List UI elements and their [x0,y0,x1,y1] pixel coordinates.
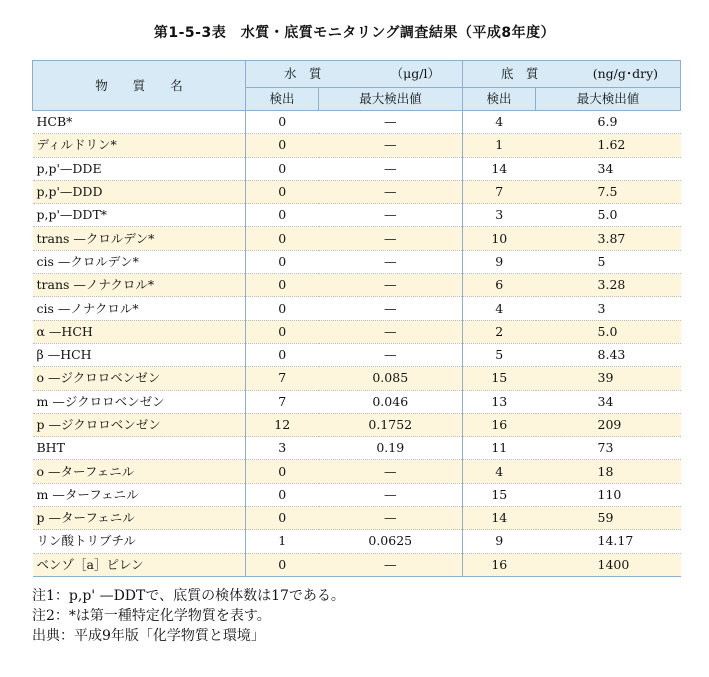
cell-sediment-detected: 4 [463,297,536,320]
table-row [33,274,681,297]
cell-water-max: — [319,111,463,134]
cell-water-detected: 0 [246,274,319,297]
cell-water-max: — [319,227,463,250]
cell-water-detected: 7 [246,367,319,390]
cell-sediment-max: 34 [536,157,681,180]
cell-water-max: 0.19 [319,437,463,460]
header-sediment-unit: (ng/g･dry) [592,66,659,81]
cell-substance: p —ジクロロベンゼン [33,413,246,436]
table-row [33,553,681,576]
table-row [33,134,681,157]
cell-water-max: 0.085 [319,367,463,390]
cell-water-detected: 0 [246,483,319,506]
table-row [33,367,681,390]
cell-sediment-detected: 16 [463,413,536,436]
cell-water-detected: 0 [246,507,319,530]
table-title: 第1-5-3表 水質・底質モニタリング調査結果（平成8年度） [153,25,556,41]
cell-substance: ベンゾ［a］ピレン [33,553,246,576]
cell-water-max: — [319,320,463,343]
table-row [33,507,681,530]
source-note: 出典：平成9年版「化学物質と環境」 [32,628,265,644]
note-2: 注2：*は第一種特定化学物質を表す。 [32,608,271,624]
cell-water-detected: 0 [246,180,319,203]
cell-water-max: — [319,204,463,227]
cell-substance: p,p'—DDE [33,157,246,180]
cell-water-detected: 0 [246,460,319,483]
note-1: 注1：p,p' —DDTで、底質の検体数は17である。 [32,588,345,604]
cell-sediment-max: 59 [536,507,681,530]
cell-sediment-max: 3.87 [536,227,681,250]
cell-substance: p —ターフェニル [33,507,246,530]
cell-sediment-detected: 14 [463,157,536,180]
cell-sediment-detected: 2 [463,320,536,343]
cell-sediment-detected: 14 [463,507,536,530]
cell-water-detected: 0 [246,227,319,250]
cell-water-max: 0.0625 [319,530,463,553]
cell-sediment-max: 5 [536,250,681,273]
cell-sediment-detected: 7 [463,180,536,203]
cell-water-detected: 0 [246,320,319,343]
cell-water-detected: 0 [246,250,319,273]
header-water-detected: 検出 [246,88,319,111]
table-row [33,437,681,460]
cell-substance: ディルドリン* [33,134,246,157]
cell-sediment-max: 39 [536,367,681,390]
cell-sediment-detected: 5 [463,343,536,366]
cell-water-max: — [319,483,463,506]
cell-water-max: — [319,460,463,483]
cell-water-max: — [319,157,463,180]
cell-sediment-max: 18 [536,460,681,483]
monitoring-table [32,60,681,577]
cell-water-max: — [319,134,463,157]
cell-water-max: — [319,274,463,297]
cell-sediment-detected: 15 [463,483,536,506]
cell-substance: α —HCH [33,320,246,343]
cell-water-detected: 0 [246,553,319,576]
cell-sediment-max: 1.62 [536,134,681,157]
table-row [33,530,681,553]
cell-substance: o —ターフェニル [33,460,246,483]
cell-sediment-max: 3.28 [536,274,681,297]
cell-water-detected: 12 [246,413,319,436]
cell-substance: o —ジクロロベンゼン [33,367,246,390]
cell-substance: m —ターフェニル [33,483,246,506]
header-sediment-detected: 検出 [463,88,536,111]
cell-substance: cis —クロルデン* [33,250,246,273]
cell-water-max: 0.046 [319,390,463,413]
cell-sediment-detected: 1 [463,134,536,157]
table-row [33,180,681,203]
cell-water-max: — [319,507,463,530]
cell-sediment-max: 110 [536,483,681,506]
table-row [33,297,681,320]
cell-substance: trans —ノナクロル* [33,274,246,297]
cell-sediment-max: 8.43 [536,343,681,366]
table-row [33,320,681,343]
table-body [33,111,681,577]
cell-sediment-max: 73 [536,437,681,460]
cell-sediment-detected: 4 [463,460,536,483]
cell-water-detected: 1 [246,530,319,553]
table-row [33,111,681,134]
cell-sediment-detected: 9 [463,250,536,273]
table-row [33,483,681,506]
header-sediment [463,61,681,88]
cell-substance: cis —ノナクロル* [33,297,246,320]
cell-water-max: 0.1752 [319,413,463,436]
cell-sediment-detected: 15 [463,367,536,390]
table-row [33,157,681,180]
cell-sediment-detected: 16 [463,553,536,576]
header-water [246,61,463,88]
cell-sediment-max: 7.5 [536,180,681,203]
cell-sediment-max: 5.0 [536,320,681,343]
table-row [33,413,681,436]
cell-substance: p,p'—DDD [33,180,246,203]
cell-water-max: — [319,343,463,366]
table-row [33,460,681,483]
cell-water-detected: 0 [246,157,319,180]
cell-sediment-detected: 6 [463,274,536,297]
cell-substance: trans —クロルデン* [33,227,246,250]
footnotes [32,586,345,646]
table-row [33,390,681,413]
cell-sediment-detected: 10 [463,227,536,250]
header-sediment-max: 最大検出値 [536,88,681,111]
cell-water-detected: 0 [246,343,319,366]
table-row [33,343,681,366]
cell-water-detected: 0 [246,111,319,134]
cell-water-detected: 0 [246,134,319,157]
header-substance: 物 質 名 [33,61,246,111]
cell-sediment-detected: 13 [463,390,536,413]
cell-substance: BHT [33,437,246,460]
cell-sediment-detected: 3 [463,204,536,227]
header-sediment-label: 底 質 [501,66,539,81]
cell-substance: β —HCH [33,343,246,366]
cell-substance: リン酸トリブチル [33,530,246,553]
cell-water-detected: 7 [246,390,319,413]
cell-water-detected: 0 [246,204,319,227]
table-row [33,250,681,273]
cell-substance: p,p'—DDT* [33,204,246,227]
cell-sediment-max: 209 [536,413,681,436]
table-row [33,204,681,227]
cell-sediment-detected: 4 [463,111,536,134]
cell-sediment-max: 5.0 [536,204,681,227]
cell-sediment-max: 3 [536,297,681,320]
cell-substance: m —ジクロロベンゼン [33,390,246,413]
cell-sediment-max: 6.9 [536,111,681,134]
cell-water-max: — [319,297,463,320]
cell-sediment-detected: 9 [463,530,536,553]
table-row [33,227,681,250]
header-water-label: 水 質 [284,66,322,81]
cell-water-detected: 0 [246,297,319,320]
header-water-unit: （μg/l） [390,66,441,81]
cell-water-max: — [319,180,463,203]
cell-water-max: — [319,250,463,273]
cell-sediment-max: 14.17 [536,530,681,553]
cell-sediment-max: 1400 [536,553,681,576]
cell-substance: HCB* [33,111,246,134]
cell-sediment-max: 34 [536,390,681,413]
cell-water-max: — [319,553,463,576]
cell-water-detected: 3 [246,437,319,460]
cell-sediment-detected: 11 [463,437,536,460]
header-water-max: 最大検出値 [319,88,463,111]
